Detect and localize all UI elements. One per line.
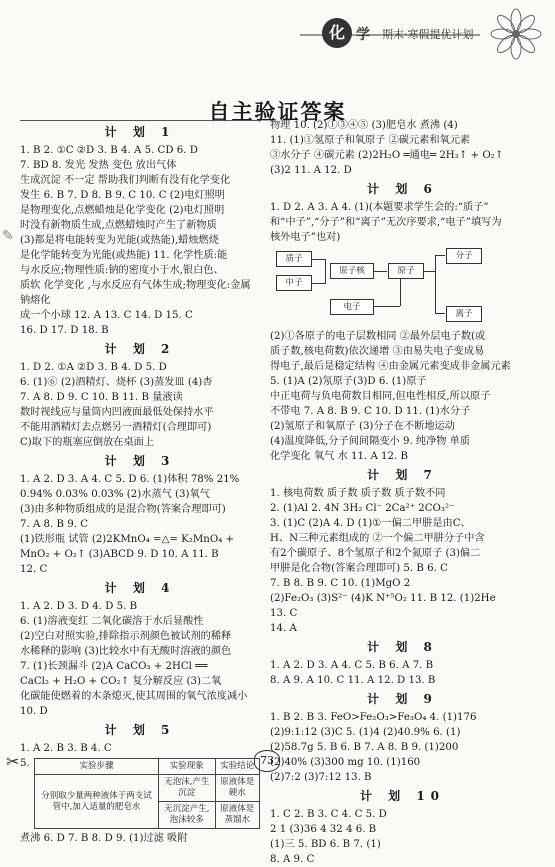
- answer-line: (2)58.7g 5. B 6. B 7. A 8. B 9. (1)200: [270, 742, 459, 753]
- answer-line: 水稀释的影响 (3)比较水中有无酸时溶液的颜色: [20, 646, 232, 657]
- diagram-connector: [400, 278, 401, 306]
- answer-line: 7. (1)长颈漏斗 (2)A CaCO₃ + 2HCl ══: [20, 661, 208, 672]
- answer-line: 1. A 2. D 3. A 4. C 5. B 6. A 7. B: [270, 660, 434, 671]
- answer-line: 中正电荷与负电荷数目相同,但电性相反,所以原子: [270, 391, 491, 402]
- answer-line: 甲肼是化合物(答案合理即可) 5. B 6. C: [270, 563, 448, 574]
- answer-line: 1. A 2. B 3. B 4. C: [20, 743, 112, 754]
- answer-line: 物理 10. (2)①③④⑤ (3)肥皂水 煮沸 (4): [270, 120, 458, 131]
- answer-line: (2)氢原子和氧原子 (3)分子在不断地运动: [270, 421, 455, 432]
- page-header: [300, 8, 550, 60]
- answer-line: (1)铁形瓶 试管 (2)2KMnO₄ =△= K₂MnO₄ +: [20, 534, 235, 545]
- right-column: [270, 118, 535, 867]
- answer-line: 1. A 2. D 3. D 4. D 5. B: [20, 601, 138, 612]
- answer-line: 和“中子”,“分子”和“离子”无次序要求,“电子”填写为: [270, 217, 502, 228]
- answer-line: (2)①各原子的电子层数相同 ②最外层电子数(或: [270, 331, 486, 342]
- diagram-box-proton: 质子: [276, 251, 312, 267]
- section-title-plan-8: 计 划 8: [367, 640, 438, 654]
- answer-line: 与水反应;物理性质:钠的密度小于水,银白色、: [20, 265, 224, 276]
- answer-line: (1)三 5. BD 6. B 7. (1): [270, 839, 381, 850]
- question-number: 5.: [20, 758, 30, 769]
- answer-line: H、N三种元素组成的 ②一个偏二甲肼分子中含: [270, 533, 485, 544]
- diagram-connector: [311, 259, 325, 260]
- diagram-box-ion: 离子: [446, 306, 482, 322]
- answer-line: (3)由多种物质组成的是混合物(答案合理即可): [20, 504, 226, 515]
- table-cell-step: 分别取少量两种液体于两支试管中,加入适量的肥皂水: [35, 775, 159, 829]
- answer-line: 煮沸 6. D 7. B 8. D 9. (1)过滤 吸附: [20, 833, 188, 844]
- answer-line: C)取下的瓶塞应倒放在桌面上: [20, 437, 155, 448]
- answer-line: 生成沉淀 不一定 帮助我们判断有没有化学变化: [20, 175, 231, 186]
- answer-line: 不带电 7. A 8. B 9. C 10. D 11. (1)水分子: [270, 406, 471, 417]
- answer-line: 13. C: [270, 608, 298, 619]
- section-title-plan-9: 计 划 9: [367, 692, 438, 706]
- answer-line: 11. (1)①氢原子和氧原子 ②碳元素和氧元素: [270, 135, 471, 146]
- answer-line: 是化学能转变为光能(或热能) 11. 化学性质:能: [20, 250, 228, 261]
- answer-line: 5. (1)A (2)氖原子(3)D 6. (1)原子: [270, 376, 427, 387]
- answer-line: 7. B 8. B 9. C 10. (1)MgO 2: [270, 578, 411, 589]
- margin-decoration-icon: ✎: [2, 228, 14, 244]
- answer-line: 化学变化 氧气 水 11. A 12. B: [270, 451, 408, 462]
- answer-line: 得电子,最后是稳定结构 ④由金属元素变成非金属元素: [270, 361, 511, 372]
- answer-line: 16. D 17. D 18. B: [20, 325, 109, 336]
- answer-line: 成一个小球 12. A 13. C 14. D 15. C: [20, 310, 193, 321]
- answer-line: MnO₂ + O₂↑ (3)ABCD 9. D 10. A 11. B: [20, 549, 219, 560]
- section-title-plan-7: 计 划 7: [367, 468, 438, 482]
- answer-line: 6. (1)溶液变红 二氧化碳溶于水后显酸性: [20, 616, 204, 627]
- section-rule: [20, 120, 260, 121]
- diagram-box-electron: 电子: [330, 299, 374, 315]
- answer-line: (2)40% (3)300 mg 10. (1)160: [270, 757, 421, 768]
- answer-line: (2)空白对照实验,排除指示剂颜色被试剂的稀释: [20, 631, 232, 642]
- diagram-connector: [325, 259, 326, 284]
- page-title: 自主验证答案: [208, 99, 347, 124]
- diagram-box-molecule: 分子: [446, 248, 482, 264]
- atom-structure-diagram: [270, 247, 535, 325]
- answer-line: 1. D 2. A 3. A 4. (1)(本题要求学生会的:“质子”: [270, 202, 489, 213]
- answer-line: (3)2 11. A 12. D: [270, 165, 352, 176]
- answer-line: 发生 6. B 7. D 8. B 9. C 10. C (2)电灯照明: [20, 190, 225, 201]
- answer-line: (2)Fe₂O₃ (3)S²⁻ (4)K N⁺⁵O₂ 11. B 12. (1)2He: [270, 593, 496, 604]
- table-cell: 无沉淀产生,泡沫较多: [158, 802, 215, 829]
- section-title-plan-4: 计 划 4: [104, 581, 176, 595]
- diagram-box-neutron: 中子: [276, 275, 312, 291]
- answer-line: 数时视线应与量筒内凹液面最低处保持水平: [20, 407, 214, 418]
- diagram-connector: [435, 255, 436, 313]
- table-cell: 原液体是蒸馏水: [215, 802, 259, 829]
- answer-line: 质软 化学变化 ,与水反应有气体生成;物理变化:金属钠熔化: [20, 280, 251, 306]
- section-title-plan-6: 计 划 6: [367, 182, 438, 196]
- answer-line: ③水分子 ④碳元素 (2)2H₂O ═通电═ 2H₂↑ + O₂↑: [270, 150, 504, 161]
- answer-line: 1. B 2. B 3. FeO>Fe₂O₃>Fe₃O₄ 4. (1)176: [270, 712, 477, 723]
- section-title-plan-1: 计 划 1: [104, 125, 176, 139]
- answer-line: 8. A 9. C: [270, 854, 315, 865]
- answer-line: 2 1 (3)36 4 32 4 6. B: [270, 824, 377, 835]
- answer-line: 1. 核电荷数 质子数 质子数 质子数不同: [270, 488, 446, 499]
- diagram-connector: [423, 271, 435, 272]
- subject-label: 学: [356, 27, 370, 43]
- left-column: [20, 118, 260, 846]
- answer-line: 0.94% 0.03% 0.03% (2)水蒸气 (3)氧气: [20, 489, 210, 500]
- diagram-connector: [373, 306, 400, 307]
- answer-line: 质子数,核电荷数)依次递增 ③由易失电子变成易: [270, 346, 485, 357]
- answer-line: 14. A: [270, 623, 297, 634]
- experiment-table: [34, 758, 260, 829]
- table-header: 实验结论: [215, 759, 259, 775]
- section-title-plan-2: 计 划 2: [104, 342, 176, 356]
- answer-line: (2)7:2 (3)7:12 13. B: [270, 772, 372, 783]
- answer-line: 1. C 2. B 3. C 4. C 5. D: [270, 809, 387, 820]
- answer-line: 1. A 2. D 3. A 4. C 5. D 6. (1)体积 78% 21%: [20, 474, 240, 485]
- answer-line: 10. D: [20, 706, 48, 717]
- answer-line: 核外电子”也对): [270, 232, 341, 243]
- diagram-connector: [435, 313, 445, 314]
- flower-icon: [490, 8, 542, 60]
- answer-line: 是物理变化,点燃蜡烛是化学变化 (2)电灯照明: [20, 205, 225, 216]
- page-number: 73: [254, 750, 280, 772]
- answer-line: 1. B 2. ①C ②D 3. B 4. A 5. CD 6. D: [20, 145, 198, 156]
- diagram-connector: [373, 271, 387, 272]
- table-header: 实验步骤: [35, 759, 159, 775]
- diagram-connector: [435, 255, 445, 256]
- answer-line: 1. D 2. ①A ②D 3. B 4. D 5. D: [20, 362, 167, 373]
- answer-line: 3. (1)C (2)A 4. D (1)①一偏二甲肼是由C、: [270, 518, 471, 529]
- table-cell: 无泡沫,产生沉淀: [158, 775, 215, 802]
- section-title-plan-10: 计 划 10: [359, 789, 446, 803]
- answer-line: 6. (1)⑥ (2)酒精灯、烧杯 (3)蒸发皿 (4)杏: [20, 377, 213, 388]
- diagram-box-atom: 原子: [388, 263, 424, 279]
- section-title-plan-3: 计 划 3: [104, 454, 176, 468]
- subject-badge: 化: [322, 18, 352, 48]
- answer-line: 不能用酒精灯去点燃另一酒精灯(合理即可): [20, 422, 212, 433]
- answer-line: 12. C: [20, 564, 48, 575]
- diagram-connector: [311, 283, 325, 284]
- diagram-box-nucleus: 原子核: [330, 263, 374, 279]
- section-title-plan-5: 计 划 5: [104, 723, 176, 737]
- answer-line: 7. A 8. D 9. C 10. B 11. B 量液读: [20, 392, 183, 403]
- series-title: 期末·寒假提优计划: [382, 28, 474, 41]
- answer-line: (4)温度降低,分子间间隔变小 9. 纯净物 单质: [270, 436, 471, 447]
- answer-line: 时没有新物质生成,点燃蜡烛时产生了新物质: [20, 220, 217, 231]
- answer-line: 有2个碳原子、8个氢原子和2个氮原子 (3)偏二: [270, 548, 481, 559]
- answer-line: 化碳能使燃着的木条熄灭,使其周围的氧气浓度减小: [20, 691, 248, 702]
- answer-line: (2)9:1:12 (3)C 5. (1)4 (2)40.9% 6. (1): [270, 727, 461, 738]
- answer-line: 8. A 9. A 10. C 11. A 12. D 13. B: [270, 675, 436, 686]
- answer-line: 2. (1)Al 2. 4N 3H₂ Cl⁻ 2Ca²⁺ 2CO₃²⁻: [270, 503, 455, 514]
- scissors-icon: ✂: [6, 752, 20, 771]
- answer-line: CaCl₂ + H₂O + CO₂↑ 复分解反应 (3)二氧: [20, 676, 222, 687]
- answer-line: 7. A 8. B 9. C: [20, 519, 88, 530]
- table-cell: 原液体是硬水: [215, 775, 259, 802]
- answer-line: 7. BD 8. 发光 发热 变色 放出气体: [20, 160, 177, 171]
- answer-line: (3)都是将电能转变为光能(或热能),蜡烛燃烧: [20, 235, 219, 246]
- table-header: 实验现象: [158, 759, 215, 775]
